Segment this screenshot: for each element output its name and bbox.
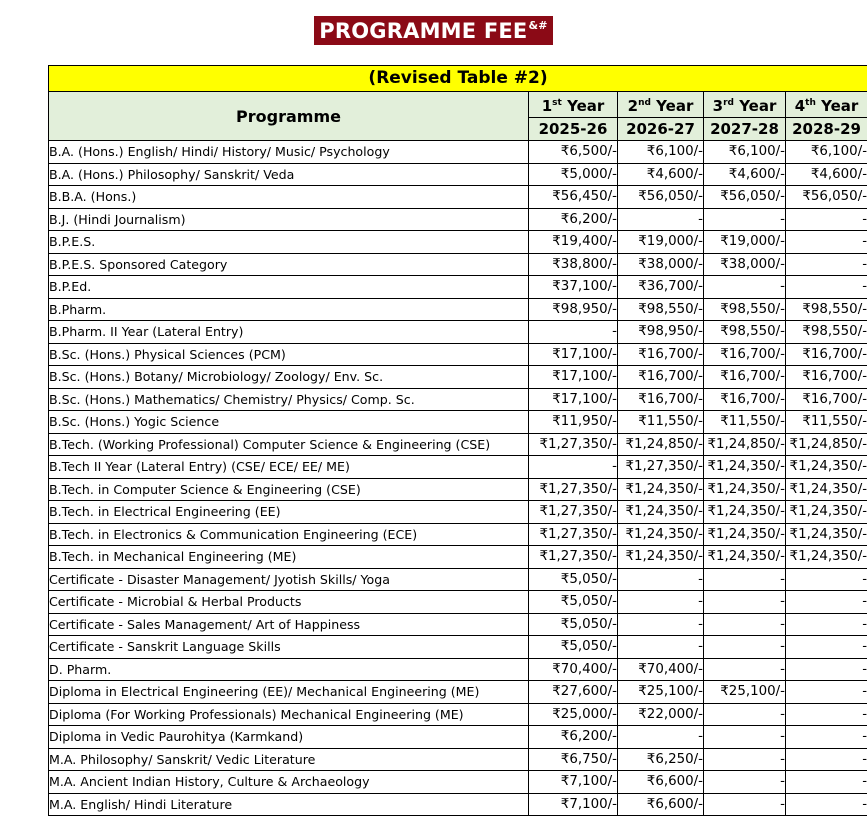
fee-year-3-cell: ₹11,550/-: [704, 411, 786, 434]
table-row: [49, 276, 867, 299]
fee-year-4-cell: -: [786, 208, 867, 231]
fee-year-3-cell: ₹1,24,350/-: [704, 546, 786, 569]
fee-year-1-cell: ₹5,050/-: [529, 636, 618, 659]
fee-year-2-cell: ₹11,550/-: [618, 411, 704, 434]
table-row: [49, 163, 867, 186]
programme-name-cell: B.B.A. (Hons.): [49, 186, 529, 209]
fee-year-3-cell: ₹98,550/-: [704, 321, 786, 344]
table-row: [49, 366, 867, 389]
fee-year-2-cell: ₹16,700/-: [618, 343, 704, 366]
fee-year-4-cell: -: [786, 253, 867, 276]
table-row: [49, 411, 867, 434]
table-row: [49, 568, 867, 591]
table-row: [49, 478, 867, 501]
fee-year-1-cell: ₹17,100/-: [529, 366, 618, 389]
fee-year-4-cell: -: [786, 793, 867, 816]
fee-year-1-cell: ₹7,100/-: [529, 771, 618, 794]
fee-year-2-cell: ₹22,000/-: [618, 703, 704, 726]
fee-year-3-cell: ₹1,24,350/-: [704, 501, 786, 524]
fee-year-3-cell: -: [704, 613, 786, 636]
programme-name-cell: B.Sc. (Hons.) Botany/ Microbiology/ Zoology/ Env. Sc.: [49, 366, 529, 389]
fee-year-4-cell: ₹1,24,350/-: [786, 546, 867, 569]
programme-name-cell: B.J. (Hindi Journalism): [49, 208, 529, 231]
fee-year-1-cell: ₹5,050/-: [529, 613, 618, 636]
page-title-superscript: &#: [528, 19, 548, 32]
fee-year-2-cell: ₹25,100/-: [618, 681, 704, 704]
programme-name-cell: B.Tech II Year (Lateral Entry) (CSE/ ECE/ EE/ ME): [49, 456, 529, 479]
fee-year-4-cell: ₹6,100/-: [786, 141, 867, 164]
table-row: [49, 748, 867, 771]
fee-year-1-cell: ₹1,27,350/-: [529, 478, 618, 501]
fee-year-4-cell: ₹56,050/-: [786, 186, 867, 209]
table-row: [49, 523, 867, 546]
fee-year-2-cell: ₹4,600/-: [618, 163, 704, 186]
fee-year-1-cell: ₹6,200/-: [529, 208, 618, 231]
table-row: [49, 208, 867, 231]
table-row: [49, 433, 867, 456]
fee-year-3-cell: ₹16,700/-: [704, 388, 786, 411]
fee-year-1-cell: -: [529, 321, 618, 344]
fee-year-1-cell: -: [529, 456, 618, 479]
programme-name-cell: B.P.Ed.: [49, 276, 529, 299]
fee-year-1-cell: ₹1,27,350/-: [529, 523, 618, 546]
fee-year-4-cell: -: [786, 726, 867, 749]
programme-name-cell: B.Pharm. II Year (Lateral Entry): [49, 321, 529, 344]
table-row: [49, 726, 867, 749]
fee-year-4-cell: ₹1,24,850/-: [786, 433, 867, 456]
fee-year-3-cell: ₹38,000/-: [704, 253, 786, 276]
fee-year-1-cell: ₹1,27,350/-: [529, 546, 618, 569]
fee-year-2-cell: ₹36,700/-: [618, 276, 704, 299]
programme-name-cell: Certificate - Sales Management/ Art of Happiness: [49, 613, 529, 636]
programme-name-cell: B.Tech. in Electrical Engineering (EE): [49, 501, 529, 524]
programme-name-cell: Diploma in Electrical Engineering (EE)/ Mechanical Engineering (ME): [49, 681, 529, 704]
fee-year-3-cell: -: [704, 793, 786, 816]
fee-year-2-cell: ₹1,24,350/-: [618, 478, 704, 501]
fee-year-3-cell: -: [704, 591, 786, 614]
fee-year-4-cell: ₹98,550/-: [786, 298, 867, 321]
fee-year-2-cell: ₹1,27,350/-: [618, 456, 704, 479]
fee-year-4-cell: -: [786, 681, 867, 704]
year-3-header: 3rd Year: [704, 92, 786, 118]
year-4-header: 4th Year: [786, 92, 867, 118]
session-3-header: 2027-28: [704, 118, 786, 141]
fee-year-4-cell: ₹16,700/-: [786, 343, 867, 366]
fee-year-3-cell: -: [704, 636, 786, 659]
fee-year-4-cell: -: [786, 613, 867, 636]
programme-name-cell: B.Sc. (Hons.) Physical Sciences (PCM): [49, 343, 529, 366]
fee-year-4-cell: -: [786, 703, 867, 726]
table-row: [49, 456, 867, 479]
programme-name-cell: M.A. Philosophy/ Sanskrit/ Vedic Literature: [49, 748, 529, 771]
fee-year-2-cell: ₹6,100/-: [618, 141, 704, 164]
fee-year-3-cell: -: [704, 726, 786, 749]
page-title: [314, 16, 552, 45]
programme-name-cell: B.Tech. in Mechanical Engineering (ME): [49, 546, 529, 569]
fee-year-1-cell: ₹38,800/-: [529, 253, 618, 276]
fee-year-2-cell: ₹98,950/-: [618, 321, 704, 344]
table-row: [49, 681, 867, 704]
fee-year-3-cell: ₹4,600/-: [704, 163, 786, 186]
programme-name-cell: B.P.E.S.: [49, 231, 529, 254]
fee-year-2-cell: -: [618, 208, 704, 231]
table-row: [49, 591, 867, 614]
programme-name-cell: B.A. (Hons.) Philosophy/ Sanskrit/ Veda: [49, 163, 529, 186]
fee-year-3-cell: -: [704, 276, 786, 299]
fee-year-1-cell: ₹1,27,350/-: [529, 433, 618, 456]
programme-name-cell: Diploma in Vedic Paurohitya (Karmkand): [49, 726, 529, 749]
fee-year-3-cell: ₹98,550/-: [704, 298, 786, 321]
fee-year-4-cell: -: [786, 231, 867, 254]
fee-year-3-cell: -: [704, 658, 786, 681]
fee-year-3-cell: ₹16,700/-: [704, 343, 786, 366]
fee-year-1-cell: ₹1,27,350/-: [529, 501, 618, 524]
fee-year-1-cell: ₹17,100/-: [529, 388, 618, 411]
fee-year-3-cell: ₹19,000/-: [704, 231, 786, 254]
table-row: [49, 298, 867, 321]
fee-year-3-cell: ₹16,700/-: [704, 366, 786, 389]
session-4-header: 2028-29: [786, 118, 867, 141]
fee-year-1-cell: ₹98,950/-: [529, 298, 618, 321]
table-row: [49, 231, 867, 254]
programme-name-cell: B.A. (Hons.) English/ Hindi/ History/ Music/ Psychology: [49, 141, 529, 164]
table-row: [49, 321, 867, 344]
fee-year-4-cell: -: [786, 568, 867, 591]
fee-year-4-cell: ₹16,700/-: [786, 366, 867, 389]
fee-year-3-cell: ₹1,24,350/-: [704, 523, 786, 546]
fee-year-4-cell: ₹4,600/-: [786, 163, 867, 186]
fee-year-2-cell: -: [618, 636, 704, 659]
table-row: [49, 703, 867, 726]
fee-year-3-cell: ₹1,24,350/-: [704, 478, 786, 501]
revised-table-label: (Revised Table #2): [49, 66, 867, 92]
fee-year-3-cell: ₹1,24,850/-: [704, 433, 786, 456]
programme-name-cell: B.Sc. (Hons.) Mathematics/ Chemistry/ Physics/ Comp. Sc.: [49, 388, 529, 411]
programme-name-cell: B.Pharm.: [49, 298, 529, 321]
session-2-header: 2026-27: [618, 118, 704, 141]
table-row: [49, 793, 867, 816]
table-row: [49, 141, 867, 164]
fee-year-2-cell: ₹16,700/-: [618, 388, 704, 411]
fee-table-body: [49, 141, 867, 816]
fee-year-4-cell: ₹1,24,350/-: [786, 456, 867, 479]
fee-year-2-cell: ₹70,400/-: [618, 658, 704, 681]
fee-year-3-cell: ₹1,24,350/-: [704, 456, 786, 479]
fee-year-4-cell: -: [786, 658, 867, 681]
fee-year-4-cell: -: [786, 748, 867, 771]
table-row: [49, 343, 867, 366]
programme-name-cell: B.Tech. in Computer Science & Engineering (CSE): [49, 478, 529, 501]
fee-year-2-cell: ₹1,24,850/-: [618, 433, 704, 456]
fee-year-1-cell: ₹25,000/-: [529, 703, 618, 726]
fee-year-2-cell: ₹38,000/-: [618, 253, 704, 276]
table-row: [49, 771, 867, 794]
programme-name-cell: M.A. English/ Hindi Literature: [49, 793, 529, 816]
programme-column-header: Programme: [49, 92, 529, 141]
fee-year-2-cell: ₹56,050/-: [618, 186, 704, 209]
fee-year-2-cell: -: [618, 726, 704, 749]
table-row: [49, 658, 867, 681]
programme-name-cell: M.A. Ancient Indian History, Culture & Archaeology: [49, 771, 529, 794]
programme-name-cell: B.P.E.S. Sponsored Category: [49, 253, 529, 276]
fee-year-4-cell: ₹1,24,350/-: [786, 523, 867, 546]
programme-name-cell: Certificate - Microbial & Herbal Products: [49, 591, 529, 614]
fee-year-1-cell: ₹70,400/-: [529, 658, 618, 681]
fee-year-1-cell: ₹7,100/-: [529, 793, 618, 816]
fee-year-3-cell: -: [704, 568, 786, 591]
table-row: [49, 636, 867, 659]
fee-year-3-cell: -: [704, 748, 786, 771]
fee-year-1-cell: ₹5,000/-: [529, 163, 618, 186]
programme-name-cell: Certificate - Disaster Management/ Jyotish Skills/ Yoga: [49, 568, 529, 591]
fee-year-1-cell: ₹6,500/-: [529, 141, 618, 164]
fee-year-3-cell: ₹56,050/-: [704, 186, 786, 209]
session-1-header: 2025-26: [529, 118, 618, 141]
fee-year-4-cell: -: [786, 636, 867, 659]
fee-year-4-cell: -: [786, 771, 867, 794]
fee-year-4-cell: ₹11,550/-: [786, 411, 867, 434]
programme-fee-table: [48, 65, 867, 816]
fee-year-1-cell: ₹27,600/-: [529, 681, 618, 704]
fee-year-2-cell: -: [618, 568, 704, 591]
fee-year-4-cell: ₹16,700/-: [786, 388, 867, 411]
fee-year-4-cell: -: [786, 276, 867, 299]
fee-year-4-cell: ₹1,24,350/-: [786, 478, 867, 501]
fee-year-2-cell: ₹1,24,350/-: [618, 523, 704, 546]
programme-name-cell: Diploma (For Working Professionals) Mechanical Engineering (ME): [49, 703, 529, 726]
fee-year-1-cell: ₹17,100/-: [529, 343, 618, 366]
fee-year-1-cell: ₹6,750/-: [529, 748, 618, 771]
programme-name-cell: Certificate - Sanskrit Language Skills: [49, 636, 529, 659]
fee-year-1-cell: ₹5,050/-: [529, 591, 618, 614]
year-1-header: 1st Year: [529, 92, 618, 118]
year-2-header: 2nd Year: [618, 92, 704, 118]
page-title-text: PROGRAMME FEE: [319, 19, 528, 43]
fee-year-1-cell: ₹56,450/-: [529, 186, 618, 209]
programme-name-cell: B.Tech. in Electronics & Communication Engineering (ECE): [49, 523, 529, 546]
fee-year-1-cell: ₹6,200/-: [529, 726, 618, 749]
fee-year-2-cell: -: [618, 613, 704, 636]
fee-year-4-cell: ₹1,24,350/-: [786, 501, 867, 524]
title-wrap: [0, 16, 867, 45]
fee-year-4-cell: -: [786, 591, 867, 614]
table-row: [49, 613, 867, 636]
fee-year-2-cell: ₹1,24,350/-: [618, 501, 704, 524]
table-row: [49, 388, 867, 411]
table-row: [49, 186, 867, 209]
fee-year-3-cell: -: [704, 208, 786, 231]
fee-year-2-cell: -: [618, 591, 704, 614]
fee-year-2-cell: ₹6,250/-: [618, 748, 704, 771]
fee-year-3-cell: -: [704, 703, 786, 726]
table-row: [49, 546, 867, 569]
fee-year-1-cell: ₹11,950/-: [529, 411, 618, 434]
programme-name-cell: D. Pharm.: [49, 658, 529, 681]
fee-year-3-cell: ₹6,100/-: [704, 141, 786, 164]
fee-year-2-cell: ₹1,24,350/-: [618, 546, 704, 569]
fee-year-2-cell: ₹6,600/-: [618, 793, 704, 816]
table-row: [49, 501, 867, 524]
fee-year-1-cell: ₹37,100/-: [529, 276, 618, 299]
fee-year-1-cell: ₹19,400/-: [529, 231, 618, 254]
fee-year-2-cell: ₹98,550/-: [618, 298, 704, 321]
programme-name-cell: B.Tech. (Working Professional) Computer Science & Engineering (CSE): [49, 433, 529, 456]
fee-year-2-cell: ₹6,600/-: [618, 771, 704, 794]
table-row: [49, 253, 867, 276]
fee-year-3-cell: -: [704, 771, 786, 794]
fee-year-2-cell: ₹16,700/-: [618, 366, 704, 389]
fee-year-4-cell: ₹98,550/-: [786, 321, 867, 344]
fee-year-1-cell: ₹5,050/-: [529, 568, 618, 591]
fee-year-2-cell: ₹19,000/-: [618, 231, 704, 254]
fee-year-3-cell: ₹25,100/-: [704, 681, 786, 704]
programme-name-cell: B.Sc. (Hons.) Yogic Science: [49, 411, 529, 434]
